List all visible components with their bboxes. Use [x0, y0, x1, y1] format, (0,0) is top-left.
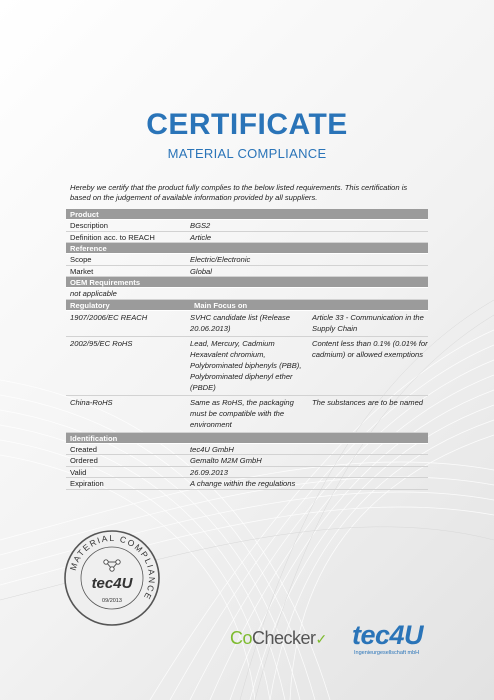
table-row: [66, 467, 428, 479]
regulatory-section-header: [66, 300, 428, 311]
row-value: 26.09.2013: [190, 467, 229, 477]
oem-value: not applicable: [70, 289, 117, 298]
regulatory-header-label: Regulatory: [70, 300, 110, 310]
row-label: Ordered: [70, 456, 98, 465]
row-value: Electric/Electronic: [190, 255, 251, 264]
compliance-seal: [62, 528, 162, 628]
row-label: Scope: [70, 255, 92, 264]
row-value: tec4U GmbH: [190, 444, 234, 454]
cochecker-rest: Checker: [252, 628, 316, 648]
regulation-name: China-RoHS: [70, 397, 113, 407]
row-label: Market: [70, 266, 94, 276]
row-value: BGS2: [190, 221, 211, 230]
table-row: [66, 266, 428, 278]
row-label: Created: [70, 444, 98, 454]
table-row: [66, 396, 428, 433]
table-row: [66, 311, 428, 337]
certification-statement: Hereby we certify that the product fully complies to the below listed requirements. This certification is based on the judgement of available information provided by all suppliers.: [70, 183, 408, 202]
table-row: [66, 232, 428, 244]
product-section-header: Product: [66, 209, 428, 220]
row-label: Definition acc. to REACH: [70, 232, 155, 242]
regulation-note: The substances are to be named: [312, 397, 424, 407]
row-value: Gemalto M2M GmbH: [190, 456, 262, 465]
table-row: [66, 220, 428, 232]
oem-section-header: OEM Requirements: [66, 277, 428, 288]
reference-section-header: Reference: [66, 243, 428, 254]
checkmark-icon: ✓: [315, 631, 327, 647]
regulation-name: 2002/95/EC RoHS: [70, 338, 133, 348]
certificate-title: CERTIFICATE: [146, 108, 348, 141]
seal-ring-text: MATERIAL COMPLIANCE: [67, 532, 158, 603]
regulation-name: 1907/2006/EC REACH: [70, 312, 148, 322]
seal-brand: tec4U: [91, 575, 133, 592]
cochecker-co: Co: [230, 628, 253, 648]
certificate-subtitle: MATERIAL COMPLIANCE: [167, 146, 327, 161]
table-row: [66, 254, 428, 266]
table-row: [66, 444, 428, 456]
tec4u-logo-subtitle: Ingenieurgesellschaft mbH: [354, 650, 420, 656]
row-label: Description: [70, 221, 108, 230]
identification-section-header: Identification: [66, 433, 428, 444]
regulation-note: Article 33 - Communication in the Supply Chain: [312, 312, 424, 333]
seal-date: 09/2013: [102, 598, 122, 604]
row-label: Valid: [70, 467, 87, 477]
regulation-note: Content less than 0.1% (0.01% for cadmium) or allowed exemptions: [312, 338, 428, 359]
row-value: A change within the regulations: [190, 479, 296, 488]
cochecker-logo: [230, 628, 327, 649]
tec4u-logo: tec4U: [352, 620, 424, 650]
compliance-table: [66, 209, 428, 490]
regulation-focus: Same as RoHS, the packaging must be compatible with the environment: [190, 397, 294, 429]
row-value: Global: [190, 266, 212, 276]
main-focus-header-label: Main Focus on: [194, 300, 248, 310]
row-label: Expiration: [70, 479, 104, 488]
row-value: Article: [190, 232, 212, 242]
table-row: [66, 288, 428, 300]
regulation-focus: SVHC candidate list (Release 20.06.2013): [190, 312, 291, 333]
regulation-focus: Lead, Mercury, Cadmium Hexavalent chromium, Polybrominated biphenyls (PBB), Polybrominated diphenyl ether (PBDE): [190, 338, 302, 392]
table-row: [66, 478, 428, 490]
table-row: [66, 455, 428, 467]
table-row: [66, 337, 428, 396]
